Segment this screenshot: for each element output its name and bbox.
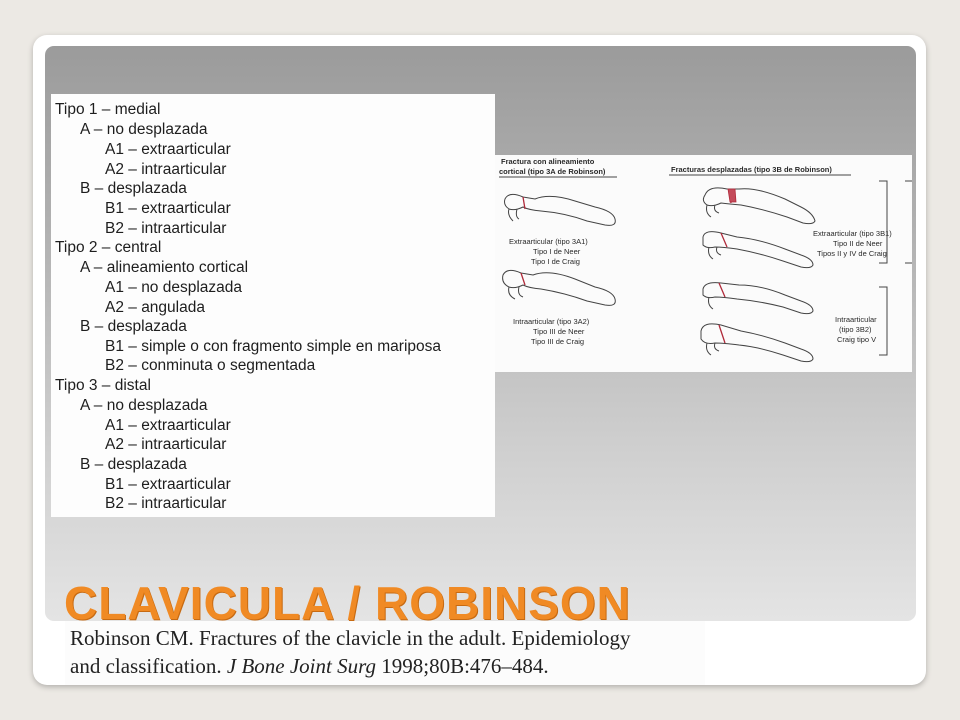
label-3a1-line2: Tipo I de Neer [533,247,581,256]
fracture-fragment [728,189,736,202]
clavicle-3b2-a [703,283,813,314]
list-item: B2 – intraarticular [105,495,227,512]
list-item: B2 – intraarticular [105,220,227,237]
list-item: Tipo 3 – distal [55,377,151,394]
label-3b1-line3: Tipos II y IV de Craig [817,249,887,258]
label-3b2-line3: Craig tipo V [837,335,877,344]
classification-list [51,94,495,517]
label-3a2-line2: Tipo III de Neer [533,327,585,336]
list-item: A2 – intraarticular [105,161,227,178]
fracture-line-3b1-b [721,233,727,247]
list-item: A – no desplazada [80,397,208,414]
reference-citation [65,621,705,685]
label-3a1-line3: Tipo I de Craig [531,257,580,266]
label-3b1-line2: Tipo II de Neer [833,239,883,248]
slide-title: CLAVICULA / ROBINSON [64,577,631,629]
list-item: B1 – extraarticular [105,476,231,493]
list-item: A2 – angulada [105,299,205,316]
label-3a2-line3: Tipo III de Craig [531,337,585,346]
list-item: B1 – simple o con fragmento simple en mariposa [105,338,441,355]
reference-line-2-post: 1998;80B:476–484. [375,654,549,678]
list-item: B1 – extraarticular [105,200,231,217]
reference-line-1: Robinson CM. Fractures of the clavicle in the adult. Epidemiology [70,626,631,650]
reference-line-2-pre: and classification. [70,654,227,678]
list-item: A – alineamiento cortical [80,259,249,276]
clavicle-3a1 [505,194,616,225]
list-item: A2 – intraarticular [105,436,227,453]
fracture-line-3b2-a [719,283,725,297]
label-3a2-line1: Intraarticular (tipo 3A2) [513,317,590,326]
diagram-heading-left-2: cortical (tipo 3A de Robinson) [499,167,606,176]
list-item: B2 – conminuta o segmentada [105,357,316,374]
list-item: A1 – no desplazada [105,279,243,296]
diagram-heading-right: Fracturas desplazadas (tipo 3B de Robinson) [671,165,832,174]
clavicle-3b1-a [703,188,815,224]
list-item: B – desplazada [80,318,187,335]
fracture-line-3a2 [521,273,525,285]
label-3b2-line2: (tipo 3B2) [839,325,872,334]
reference-journal: J Bone Joint Surg [226,654,376,678]
list-item: B – desplazada [80,180,187,197]
fracture-line-3b2-b [719,325,725,343]
list-item: Tipo 2 – central [55,239,162,256]
fracture-diagram [495,155,912,372]
list-item: A1 – extraarticular [105,141,231,158]
label-3b1-line1: Extraarticular (tipo 3B1) [813,229,892,238]
list-item: A – no desplazada [80,121,208,138]
list-item: Tipo 1 – medial [55,101,161,118]
list-item: B – desplazada [80,456,187,473]
reference-line-2 [70,654,549,678]
clavicle-3a2 [503,270,616,305]
diagram-heading-left-1: Fractura con alineamiento [501,157,595,166]
clavicle-3b2-b [701,324,813,362]
label-3b2-line1: Intraarticular [835,315,877,324]
list-item: A1 – extraarticular [105,417,231,434]
bracket-3b2 [879,287,887,355]
clavicle-3b1-b [703,232,813,268]
label-3a1-line1: Extraarticular (tipo 3A1) [509,237,588,246]
